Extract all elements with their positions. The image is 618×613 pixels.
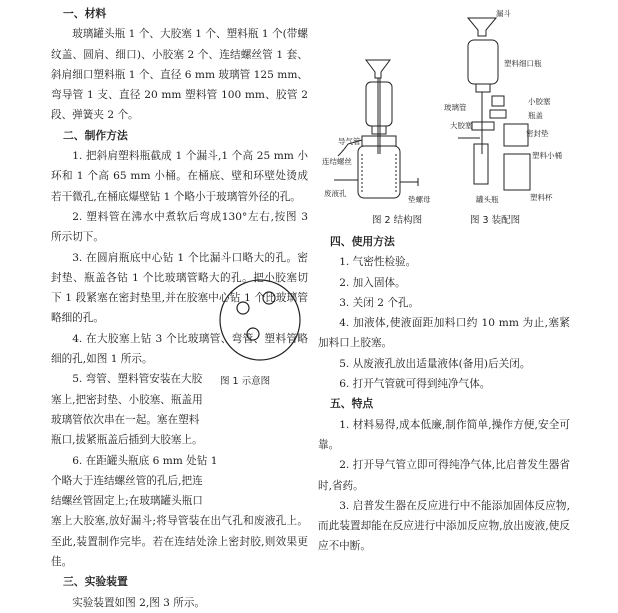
step-6-line: 6. 在距罐头瓶底 6 mm 处钻 1 xyxy=(72,454,218,467)
label-seal-gasket: 密封垫 xyxy=(526,129,549,138)
method-step-5 xyxy=(51,369,219,511)
step-6-line: 结螺丝管固定上;在玻璃罐头瓶口 xyxy=(51,495,203,508)
label-jar: 罐头瓶 xyxy=(476,195,499,204)
heading-usage: 四、使用方法 xyxy=(330,235,395,248)
method-step-4: 4. 在大胶塞上钻 3 个比玻璃管、弯管、塑料管略细的孔,如图 1 所示。 xyxy=(51,332,308,366)
feature-3: 3. 启普发生器在反应进行中不能添加固体反应物,而此装置却能在反应进行中添加反应物,放出废液,使反应不中断。 xyxy=(318,499,570,553)
label-plastic-bottle: 塑料细口瓶 xyxy=(504,59,542,68)
hole-right xyxy=(263,292,275,304)
apparatus-paragraph: 实验装置如图 2,图 3 所示。 xyxy=(72,596,206,609)
figure-2-3-diagram xyxy=(318,4,570,224)
usage-5: 5. 从废液孔放出适量液体(备用)后关闭。 xyxy=(339,357,531,370)
step-6-line: 个略大于连结螺丝管的孔后,把连 xyxy=(51,474,203,487)
heading-apparatus: 三、实验装置 xyxy=(63,575,128,589)
label-plastic-bucket: 塑料小桶 xyxy=(532,151,562,160)
usage-6: 6. 打开气管就可得到纯净气体。 xyxy=(339,378,491,391)
step-5-line: 塞上,把密封垫、小胶塞、瓶盖用 xyxy=(51,393,203,406)
label-connect-screw: 连结螺丝 xyxy=(322,157,352,166)
method-step-1: 1. 把斜肩塑料瓶截成 1 个漏斗,1 个高 25 mm 小环和 1 个高 65 mm 小桶。在桶底、壁和环壁处烫成若干微孔,在桶底爆壁钻 1 个略小于玻璃管外径的孔。 xyxy=(51,150,308,203)
materials-paragraph: 玻璃罐头瓶 1 个、大胶塞 1 个、塑料瓶 1 个(带螺纹盖、圆肩、细口)、小胶塞 2 个、连结螺丝管 1 套、斜肩细口塑料瓶 1 个、直径 6 mm 玻璃管 125 mm、弯导管 1 支、直径 20 mm 塑料管 100 mm、胶管 2 段、弹簧夹 2 个。 xyxy=(51,28,308,122)
label-plastic-ring: 塑料杯 xyxy=(530,193,553,202)
label-glass-tube: 玻璃管 xyxy=(444,103,467,112)
figure-3-assembly xyxy=(458,18,530,190)
figure-1-diagram xyxy=(217,268,303,373)
method-step-6-rest: 塞上大胶塞,放好漏斗;将导管装在出气孔和废液孔上。至此,装置制作完毕。若在连结处涂上密封胶,则效果更佳。 xyxy=(51,515,308,569)
feature-2: 2. 打开导气管立即可得纯净气体,比启普发生器省时,省药。 xyxy=(318,459,570,492)
hole-left xyxy=(237,302,249,314)
figure-1-caption: 图 1 示意图 xyxy=(220,376,271,387)
step-5-line: 瓶口,拔紧瓶盖后插到大胶塞上。 xyxy=(51,434,203,447)
label-funnel: 漏斗 xyxy=(496,9,511,18)
label-small-plug: 小胶塞 xyxy=(528,97,551,106)
step-5-line: 玻璃管依次串在一起。塞在塑料 xyxy=(51,413,200,426)
label-gasket-nut: 垫螺母 xyxy=(408,195,431,204)
usage-2: 2. 加入固体。 xyxy=(339,276,406,289)
label-bottle-cap: 瓶盖 xyxy=(528,111,543,120)
hole-bottom xyxy=(247,328,259,340)
label-big-plug: 大胶塞 xyxy=(450,121,473,130)
usage-3: 3. 关闭 2 个孔。 xyxy=(339,296,420,309)
label-gas-tube: 导气管 xyxy=(338,137,361,146)
heading-materials: 一、材料 xyxy=(63,7,107,20)
method-step-3: 3. 在圆肩瓶底中心钻 1 个比漏斗口略大的孔。密封垫、瓶盖各钻 1 个比玻璃管略大的孔。把小胶塞切下 1 段紧塞在密封垫里,并在胶塞中心钻 1 个比玻璃管略细的孔。 xyxy=(51,251,308,325)
usage-1: 1. 气密性检验。 xyxy=(339,256,417,269)
label-waste-hole: 废液孔 xyxy=(324,189,347,198)
figure-3-caption: 图 3 装配图 xyxy=(470,215,521,226)
usage-4: 4. 加液体,使液面距加料口约 10 mm 为止,塞紧加料口上胶塞。 xyxy=(318,317,570,350)
step-5-line: 5. 弯管、塑料管安装在大胶 xyxy=(72,373,203,386)
right-column xyxy=(318,232,570,557)
heading-method: 二、制作方法 xyxy=(63,128,128,142)
heading-features: 五、特点 xyxy=(330,397,374,411)
method-step-2: 2. 塑料管在沸水中煮软后弯成130°左右,按图 3 所示切下。 xyxy=(51,210,308,244)
figure-2-structure xyxy=(334,60,418,198)
figure-2-caption: 图 2 结构图 xyxy=(372,215,423,226)
feature-1: 1. 材料易得,成本低廉,制作简单,操作方便,安全可靠。 xyxy=(318,418,570,451)
